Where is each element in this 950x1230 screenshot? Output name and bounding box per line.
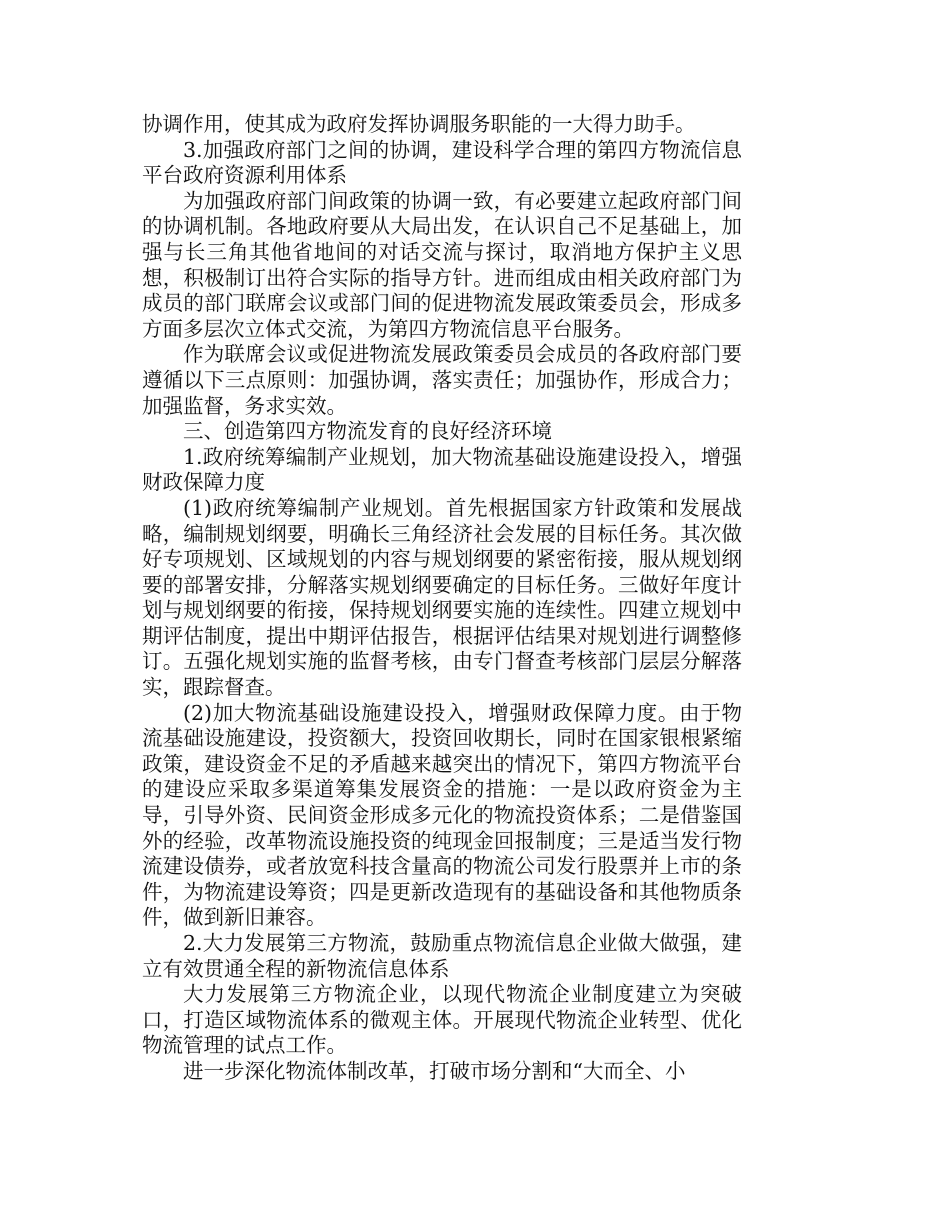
- section-heading: 3.加强政府部门之间的协调，建设科学合理的第四方物流信息平台政府资源利用体系: [142, 137, 742, 188]
- body-text: [142, 112, 742, 1085]
- section-heading: 2.大力发展第三方物流，鼓励重点物流信息企业做大做强，建立有效贯通全程的新物流信息体系: [142, 931, 742, 981]
- paragraph: 进一步深化物流体制改革，打破市场分割和“大而全、小: [183, 1058, 686, 1083]
- paragraph: (1)政府统筹编制产业规划。首先根据国家方针政策和发展战略，编制规划纲要，明确长三角经济社会发展的目标任务。其次做好专项规划、区域规划的内容与规划纲要的紧密衔接，服从规划纲要的部署安排，分解落实规划纲要确定的目标任务。三做好年度计划与规划纲要的衔接，保持规划纲要实施的连续性。四建立规划中期评估制度，提出中期评估报告，根据评估结果对规划进行调整修订。五强化规划实施的监督考核，由专门督查考核部门层层分解落实，跟踪督查。: [142, 495, 742, 700]
- paragraph: 为加强政府部门间政策的协调一致，有必要建立起政府部门间的协调机制。各地政府要从大局出发，在认识自己不足基础上，加强与长三角其他省地间的对话交流与探讨，取消地方保护主义思想，积极制订出符合实际的指导方针。进而组成由相关政府部门为成员的部门联席会议或部门间的促进物流发展政策委员会，形成多方面多层次立体式交流，为第四方物流信息平台服务。: [142, 188, 742, 341]
- section-heading: 1.政府统筹编制产业规划，加大物流基础设施建设投入，增强财政保障力度: [142, 444, 742, 495]
- paragraph: 大力发展第三方物流企业，以现代物流企业制度建立为突破口，打造区域物流体系的微观主体。开展现代物流企业转型、优化物流管理的试点工作。: [142, 982, 742, 1058]
- paragraph: (2)加大物流基础设施建设投入，增强财政保障力度。由于物流基础设施建设，投资额大，投资回收期长，同时在国家银根紧缩政策，建设资金不足的矛盾越来越突出的情况下，第四方物流平台的建设应采取多渠道筹集发展资金的措施：一是以政府资金为主导，引导外资、民间资金形成多元化的物流投资体系；二是借鉴国外的经验，改革物流设施投资的纯现金回报制度；三是适当发行物流建设债券，或者放宽科技含量高的物流公司发行股票并上市的条件，为物流建设筹资；四是更新改造现有的基础设备和其他物质条件，做到新旧兼容。: [142, 700, 742, 930]
- chapter-heading: 三、创造第四方物流发育的良好经济环境: [183, 419, 552, 444]
- paragraph: 协调作用，使其成为政府发挥协调服务职能的一大得力助手。: [142, 112, 696, 136]
- paragraph: 作为联席会议或促进物流发展政策委员会成员的各政府部门要遵循以下三点原则：加强协调，落实责任；加强协作，形成合力；加强监督，务求实效。: [142, 342, 742, 418]
